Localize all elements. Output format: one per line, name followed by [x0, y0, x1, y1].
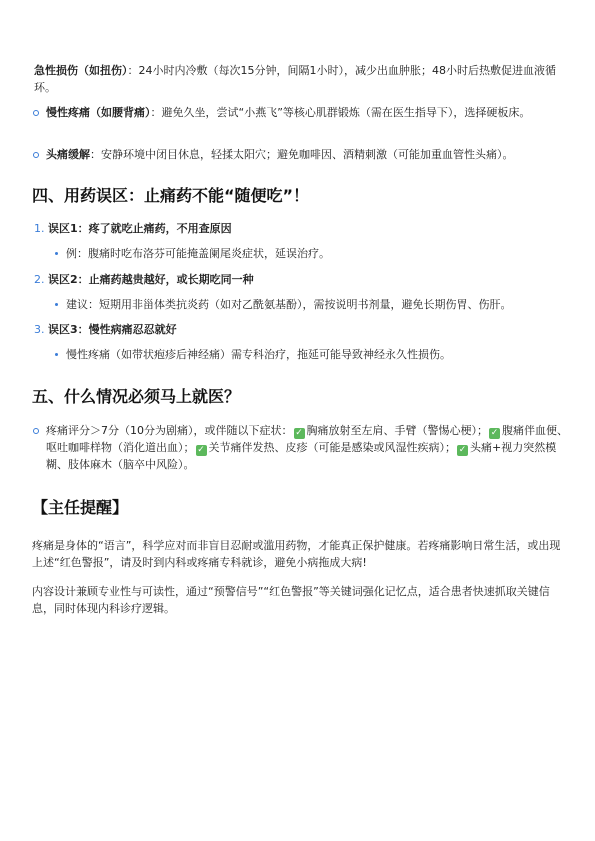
- emergency-lead: 疼痛评分＞7分（10分为剧痛），或伴随以下症状：: [46, 424, 293, 437]
- myth-1-title: [48, 220, 568, 237]
- list-number: 1.: [34, 222, 45, 235]
- check-mark-icon: ✓: [197, 445, 205, 455]
- chronic-pain-text: ：避免久坐，尝试“小燕飞”等核心肌群锻炼（需在医生指导下），选择硬板床。: [150, 106, 531, 119]
- list-number: 3.: [34, 323, 45, 336]
- sign-abdominal-pain: 腹痛伴血便、呕吐咖啡样物（消化道出血）；: [46, 424, 568, 454]
- reminder-heading: 【主任提醒】: [32, 498, 129, 517]
- hollow-bullet-icon: [33, 110, 39, 116]
- dot-bullet-icon: [55, 353, 58, 356]
- reminder-paragraph-1: 疼痛是身体的“语言”，科学应对而非盲目忍耐或滥用药物，才能真正保护健康。若疼痛影响日常生活，或出现上述“红色警报”，请及时到内科或疼痛专科就诊，避免小病拖成大病!: [32, 539, 561, 569]
- list-number: 2.: [34, 273, 45, 286]
- myth-2-advice: 建议：短期用非甾体类抗炎药（如对乙酰氨基酚），需按说明书剂量，避免长期伤胃、伤肝。: [66, 298, 512, 311]
- myth-3-title: [48, 321, 568, 338]
- hollow-bullet-icon: [33, 428, 39, 434]
- myth-2-title: [48, 271, 568, 288]
- sprain-item: [34, 62, 570, 96]
- headache-label: 头痛缓解: [46, 148, 90, 161]
- sprain-label: 急性损伤（如扭伤）: [34, 64, 128, 77]
- section-5-heading: 五、什么情况必须马上就医？: [32, 387, 241, 406]
- hollow-bullet-icon: [33, 152, 39, 158]
- myth-2-title-text: 误区2：止痛药越贵越好，或长期吃同一种: [48, 273, 254, 286]
- dot-bullet-icon: [55, 303, 58, 306]
- myth-3-title-text: 误区3：慢性病痛忍忍就好: [48, 323, 177, 336]
- chronic-pain-label: 慢性疼痛（如腰背痛）: [46, 106, 151, 119]
- dot-bullet-icon: [55, 252, 58, 255]
- myth-1-title-text: 误区1：疼了就吃止痛药，不用查原因: [48, 222, 232, 235]
- check-mark-icon: ✓: [490, 428, 499, 438]
- sign-joint-pain: 关节痛伴发热、皮疹（可能是感染或风湿性疾病）；: [208, 441, 456, 454]
- reminder-paragraph-2: 内容设计兼顾专业性与可读性，通过“预警信号”“红色警报”等关键词强化记忆点，适合患者快速抓取关键信息，同时体现内科诊疗逻辑。: [32, 585, 550, 615]
- headache-item: [46, 146, 586, 163]
- check-mark-icon: ✓: [295, 428, 303, 438]
- myth-1-example: 例：腹痛时吃布洛芬可能掩盖阑尾炎症状，延误治疗。: [66, 247, 330, 260]
- section-4-heading: 四、用药误区：止痛药不能“随便吃”！: [32, 186, 310, 205]
- sprain-text: ：24小时内冷敷（每次15分钟，间隔1小时），减少出血肿胀；48小时后热敷促进血液循环。: [34, 64, 556, 94]
- emergency-signs: [46, 422, 578, 473]
- sign-headache: 头痛+视力突然模糊、肢体麻木（脑卒中风险）。: [46, 441, 557, 471]
- headache-text: ：安静环境中闭目休息，轻揉太阳穴；避免咖啡因、酒精刺激（可能加重血管性头痛）。: [90, 148, 514, 161]
- chronic-pain-item: [46, 104, 580, 121]
- check-mark-icon: ✓: [458, 445, 467, 455]
- myth-3-note: 慢性疼痛（如带状疱疹后神经痛）需专科治疗，拖延可能导致神经永久性损伤。: [66, 348, 451, 361]
- sign-chest-pain: 胸痛放射至左肩、手臂（警惕心梗）；: [306, 424, 488, 437]
